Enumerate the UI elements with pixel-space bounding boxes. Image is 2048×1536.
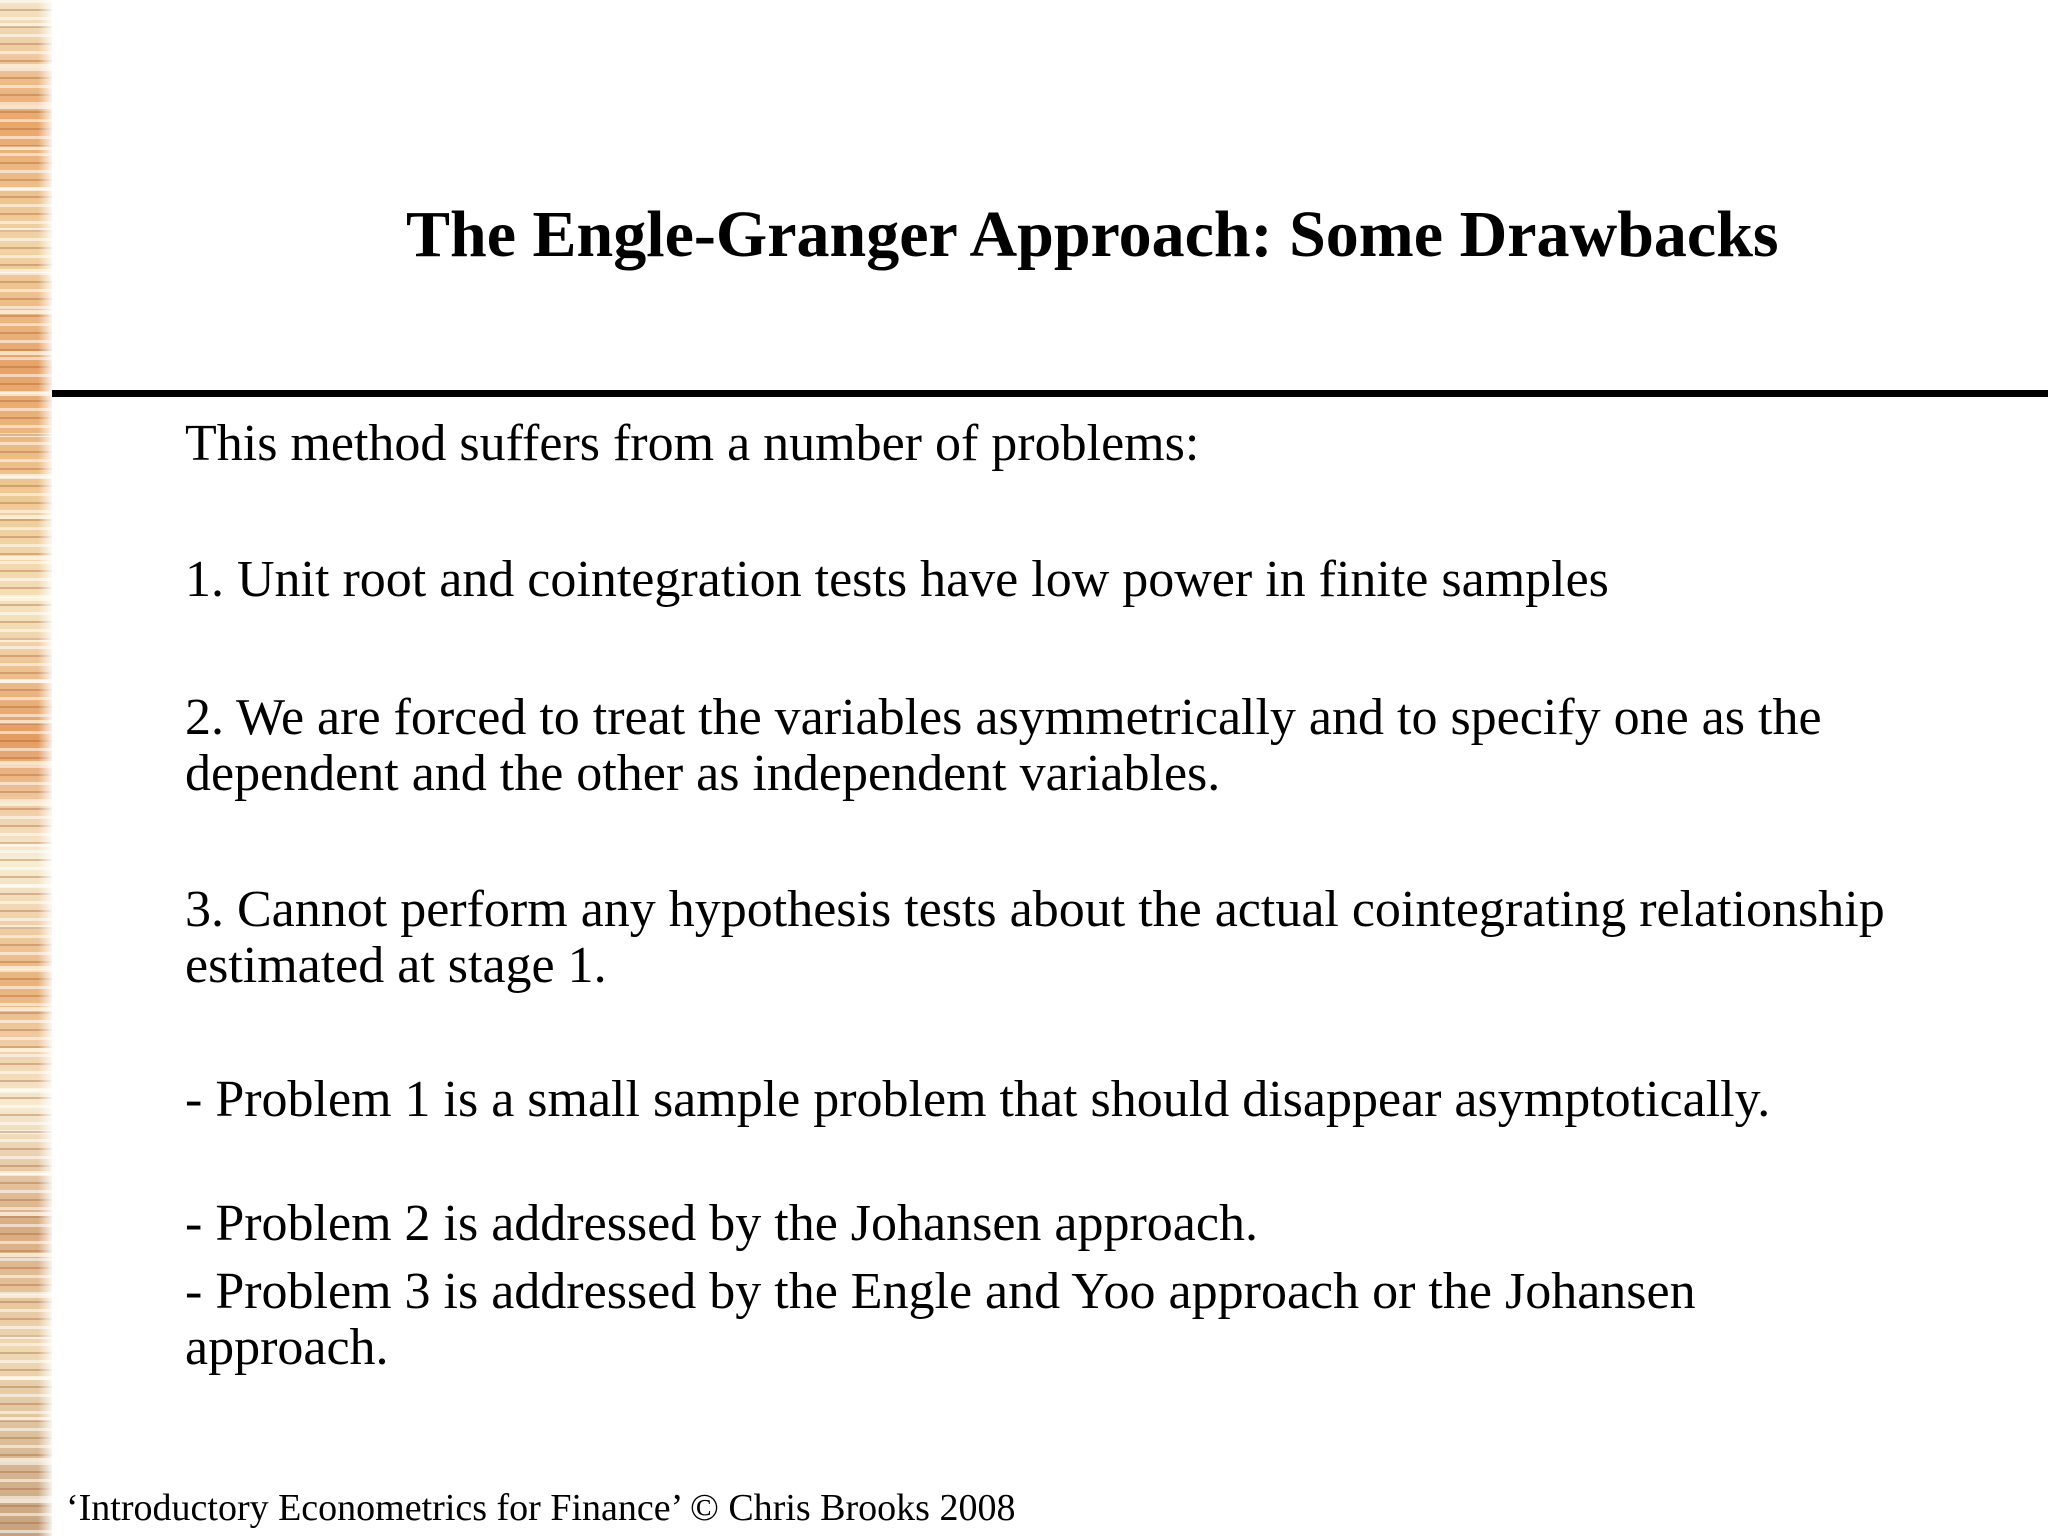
slide-title: The Engle-Granger Approach: Some Drawbacks	[406, 198, 1779, 271]
intro-text: This method suffers from a number of problems:	[185, 415, 1200, 472]
problem-item-1: 1. Unit root and cointegration tests have low power in finite samples	[185, 551, 1609, 608]
note-item-3: - Problem 3 is addressed by the Engle and Yoo approach or the Johansen approach.	[185, 1263, 1696, 1376]
problem-item-2: 2. We are forced to treat the variables asymmetrically and to specify one as the dependent and the other as independent variables.	[185, 689, 1822, 802]
note-item-2: - Problem 2 is addressed by the Johansen approach.	[185, 1195, 1258, 1252]
decorative-side-strip	[0, 0, 52, 1536]
problem-item-3: 3. Cannot perform any hypothesis tests about the actual cointegrating relationship estimated at stage 1.	[185, 881, 1885, 994]
footer-copyright: ‘Introductory Econometrics for Finance’ © Chris Brooks 2008	[66, 1487, 1016, 1529]
note-item-1: - Problem 1 is a small sample problem that should disappear asymptotically.	[185, 1071, 1771, 1128]
title-divider	[52, 390, 2048, 397]
